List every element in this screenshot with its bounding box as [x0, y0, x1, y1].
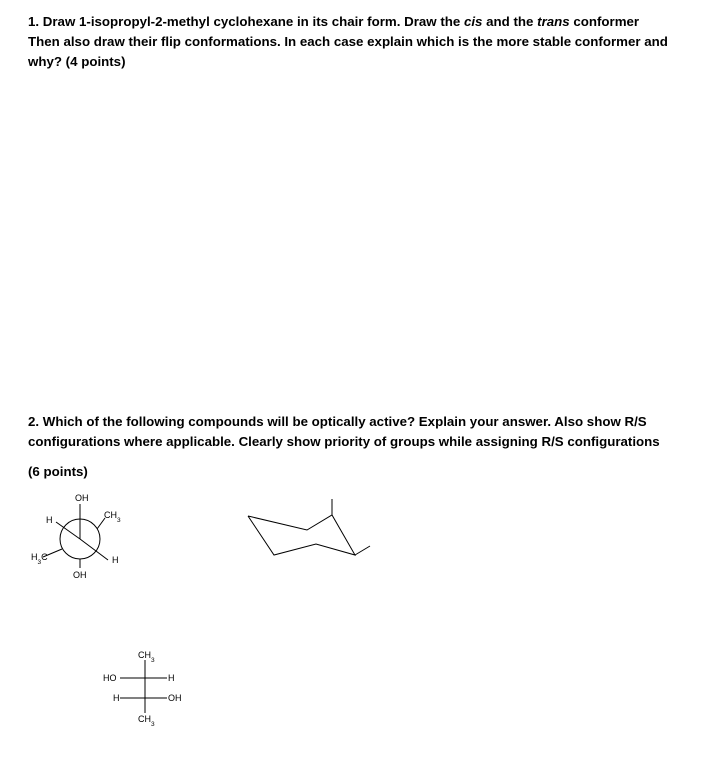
fischer-label-lower-left: H: [113, 693, 120, 703]
fischer-label-upper-right: H: [168, 673, 175, 683]
question-2-line-1: 2. Which of the following compounds will be optically active? Explain your answer. Also show R/S: [28, 414, 647, 429]
newman-label-ch3-right: $CH_3$: [104, 510, 121, 524]
fischer-label-bottom-ch3: $CH_3$: [138, 714, 155, 728]
chair-ring: [248, 515, 355, 555]
newman-label-h-left: H: [46, 515, 53, 525]
question-1-line-3: why? (4 points): [28, 54, 126, 69]
newman-front-bond-left: [56, 522, 80, 539]
fischer-projection: [103, 650, 182, 728]
chair-cyclohexane: [248, 499, 370, 555]
fischer-label-upper-left: HO: [103, 673, 117, 683]
question-1-line-2: Then also draw their flip conformations. In each case explain which is the more stable conformer and: [28, 34, 668, 49]
newman-label-oh-top: OH: [75, 493, 89, 503]
question-1-line-1: 1. Draw 1-isopropyl-2-methyl cyclohexane in its chair form. Draw the cis and the trans conformer: [28, 14, 640, 29]
newman-label-h3c-left: $H_3C$: [31, 552, 48, 566]
newman-label-h-right: H: [112, 555, 119, 565]
question-2-line-2: configurations where applicable. Clearly show priority of groups while assigning R/S configurations: [28, 434, 660, 449]
chair-equatorial-substituent: [355, 546, 370, 555]
question-2-points: (6 points): [28, 464, 88, 479]
cis-term: cis: [463, 14, 483, 29]
newman-label-oh-bottom: OH: [73, 570, 87, 580]
trans-term: trans: [537, 14, 570, 29]
newman-front-bond-right: [80, 539, 108, 560]
fischer-label-top-ch3: $CH_3$: [138, 650, 155, 664]
fischer-label-lower-right: OH: [168, 693, 182, 703]
